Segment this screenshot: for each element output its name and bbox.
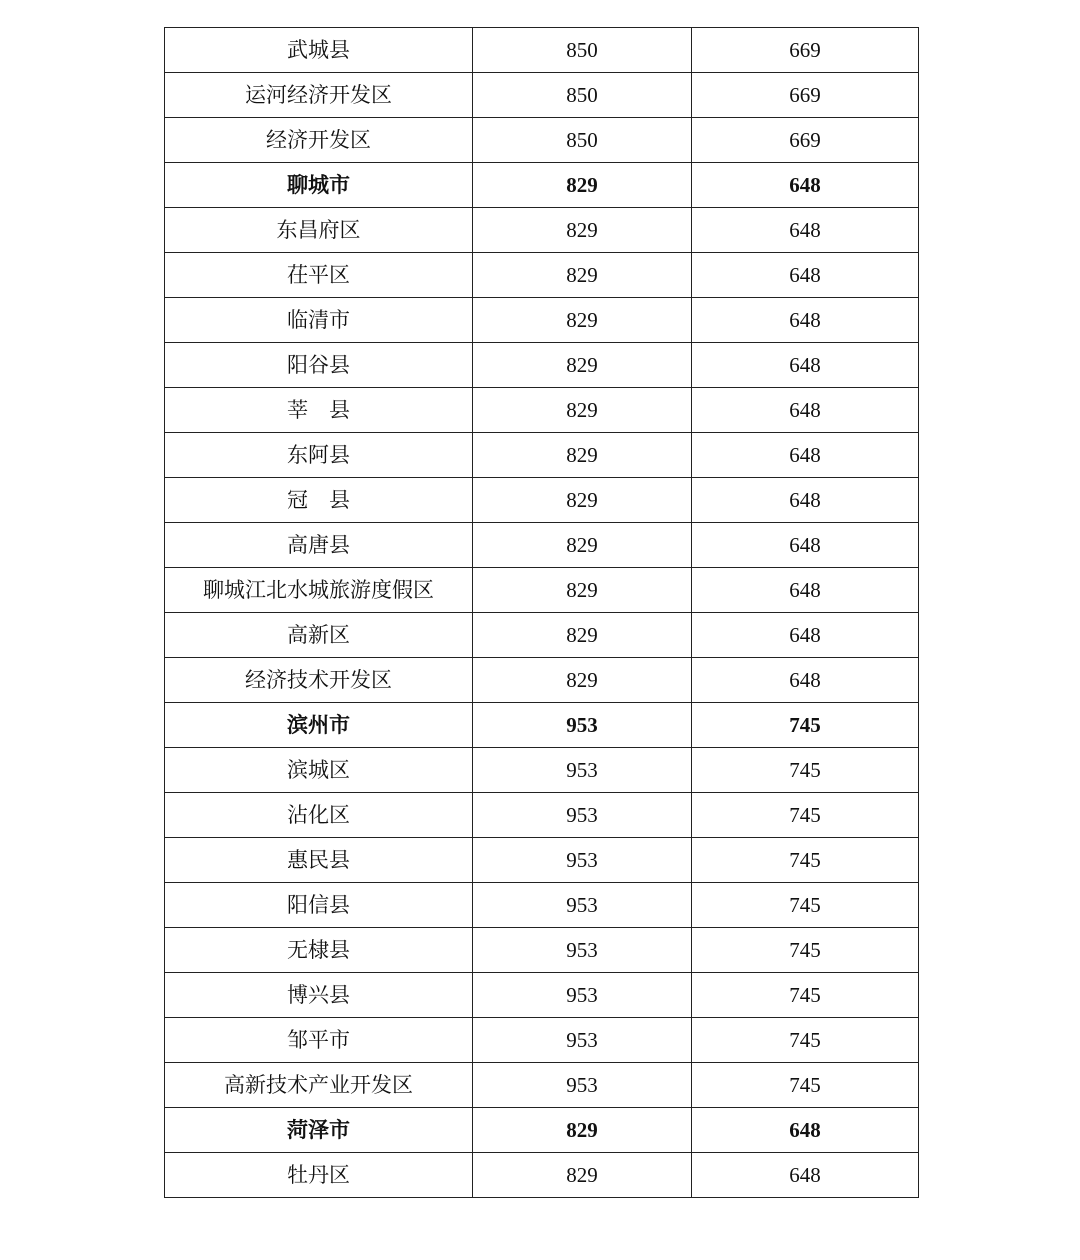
value-cell-1: 953 bbox=[473, 748, 692, 793]
table-row bbox=[165, 28, 919, 73]
value-cell-1: 829 bbox=[473, 298, 692, 343]
value-cell-1: 829 bbox=[473, 208, 692, 253]
table-row bbox=[165, 478, 919, 523]
region-name-cell: 无棣县 bbox=[165, 928, 473, 973]
table-row bbox=[165, 433, 919, 478]
value-cell-1: 850 bbox=[473, 118, 692, 163]
table-row bbox=[165, 73, 919, 118]
value-cell-1: 953 bbox=[473, 973, 692, 1018]
table-row bbox=[165, 1063, 919, 1108]
table-row bbox=[165, 658, 919, 703]
table-row bbox=[165, 343, 919, 388]
table-row bbox=[165, 838, 919, 883]
region-name-cell: 沾化区 bbox=[165, 793, 473, 838]
table-row bbox=[165, 253, 919, 298]
region-name-cell: 冠 县 bbox=[165, 478, 473, 523]
value-cell-2: 745 bbox=[692, 838, 919, 883]
table-row bbox=[165, 748, 919, 793]
table-row bbox=[165, 1153, 919, 1198]
value-cell-1: 953 bbox=[473, 928, 692, 973]
value-cell-2: 648 bbox=[692, 253, 919, 298]
region-name-cell: 牡丹区 bbox=[165, 1153, 473, 1198]
region-name-cell: 莘 县 bbox=[165, 388, 473, 433]
table-row bbox=[165, 793, 919, 838]
value-cell-2: 648 bbox=[692, 523, 919, 568]
value-cell-1: 829 bbox=[473, 163, 692, 208]
value-cell-2: 648 bbox=[692, 1153, 919, 1198]
region-name-cell: 经济技术开发区 bbox=[165, 658, 473, 703]
value-cell-2: 745 bbox=[692, 703, 919, 748]
value-cell-2: 648 bbox=[692, 208, 919, 253]
table-row bbox=[165, 928, 919, 973]
table-row bbox=[165, 118, 919, 163]
table-row bbox=[165, 388, 919, 433]
value-cell-2: 648 bbox=[692, 298, 919, 343]
region-name-cell: 博兴县 bbox=[165, 973, 473, 1018]
region-name-cell: 聊城江北水城旅游度假区 bbox=[165, 568, 473, 613]
value-cell-1: 829 bbox=[473, 433, 692, 478]
value-cell-2: 669 bbox=[692, 28, 919, 73]
table-row bbox=[165, 523, 919, 568]
value-cell-1: 829 bbox=[473, 658, 692, 703]
value-cell-2: 648 bbox=[692, 568, 919, 613]
value-cell-1: 953 bbox=[473, 703, 692, 748]
region-name-cell: 阳信县 bbox=[165, 883, 473, 928]
region-name-cell: 惠民县 bbox=[165, 838, 473, 883]
region-name-cell: 聊城市 bbox=[165, 163, 473, 208]
region-name-cell: 武城县 bbox=[165, 28, 473, 73]
value-cell-2: 745 bbox=[692, 973, 919, 1018]
table-row bbox=[165, 163, 919, 208]
value-cell-2: 745 bbox=[692, 793, 919, 838]
value-cell-1: 953 bbox=[473, 838, 692, 883]
table-row bbox=[165, 973, 919, 1018]
value-cell-1: 953 bbox=[473, 1018, 692, 1063]
value-cell-2: 648 bbox=[692, 343, 919, 388]
value-cell-1: 829 bbox=[473, 253, 692, 298]
value-cell-1: 829 bbox=[473, 613, 692, 658]
table-row bbox=[165, 298, 919, 343]
region-name-cell: 东昌府区 bbox=[165, 208, 473, 253]
value-cell-2: 648 bbox=[692, 433, 919, 478]
region-name-cell: 经济开发区 bbox=[165, 118, 473, 163]
value-cell-1: 829 bbox=[473, 343, 692, 388]
value-cell-1: 829 bbox=[473, 388, 692, 433]
region-name-cell: 菏泽市 bbox=[165, 1108, 473, 1153]
value-cell-2: 745 bbox=[692, 883, 919, 928]
region-name-cell: 临清市 bbox=[165, 298, 473, 343]
region-name-cell: 高新技术产业开发区 bbox=[165, 1063, 473, 1108]
wage-standard-table bbox=[164, 27, 919, 1198]
region-name-cell: 茌平区 bbox=[165, 253, 473, 298]
region-name-cell: 东阿县 bbox=[165, 433, 473, 478]
value-cell-1: 850 bbox=[473, 73, 692, 118]
table-row bbox=[165, 883, 919, 928]
region-name-cell: 阳谷县 bbox=[165, 343, 473, 388]
value-cell-2: 648 bbox=[692, 478, 919, 523]
table-row bbox=[165, 613, 919, 658]
value-cell-1: 829 bbox=[473, 1153, 692, 1198]
value-cell-1: 829 bbox=[473, 523, 692, 568]
region-name-cell: 高新区 bbox=[165, 613, 473, 658]
value-cell-1: 953 bbox=[473, 793, 692, 838]
value-cell-2: 648 bbox=[692, 1108, 919, 1153]
region-name-cell: 邹平市 bbox=[165, 1018, 473, 1063]
value-cell-1: 850 bbox=[473, 28, 692, 73]
table-body bbox=[165, 28, 919, 1198]
region-name-cell: 高唐县 bbox=[165, 523, 473, 568]
value-cell-1: 829 bbox=[473, 478, 692, 523]
value-cell-2: 745 bbox=[692, 928, 919, 973]
region-name-cell: 滨城区 bbox=[165, 748, 473, 793]
value-cell-2: 648 bbox=[692, 658, 919, 703]
region-name-cell: 滨州市 bbox=[165, 703, 473, 748]
value-cell-2: 745 bbox=[692, 1018, 919, 1063]
value-cell-2: 648 bbox=[692, 613, 919, 658]
value-cell-1: 829 bbox=[473, 1108, 692, 1153]
table-row bbox=[165, 208, 919, 253]
value-cell-2: 745 bbox=[692, 748, 919, 793]
value-cell-2: 745 bbox=[692, 1063, 919, 1108]
value-cell-2: 648 bbox=[692, 388, 919, 433]
table-row bbox=[165, 1108, 919, 1153]
value-cell-2: 648 bbox=[692, 163, 919, 208]
value-cell-1: 829 bbox=[473, 568, 692, 613]
table-row bbox=[165, 703, 919, 748]
value-cell-1: 953 bbox=[473, 1063, 692, 1108]
table-row bbox=[165, 1018, 919, 1063]
value-cell-1: 953 bbox=[473, 883, 692, 928]
value-cell-2: 669 bbox=[692, 118, 919, 163]
region-name-cell: 运河经济开发区 bbox=[165, 73, 473, 118]
value-cell-2: 669 bbox=[692, 73, 919, 118]
table-row bbox=[165, 568, 919, 613]
